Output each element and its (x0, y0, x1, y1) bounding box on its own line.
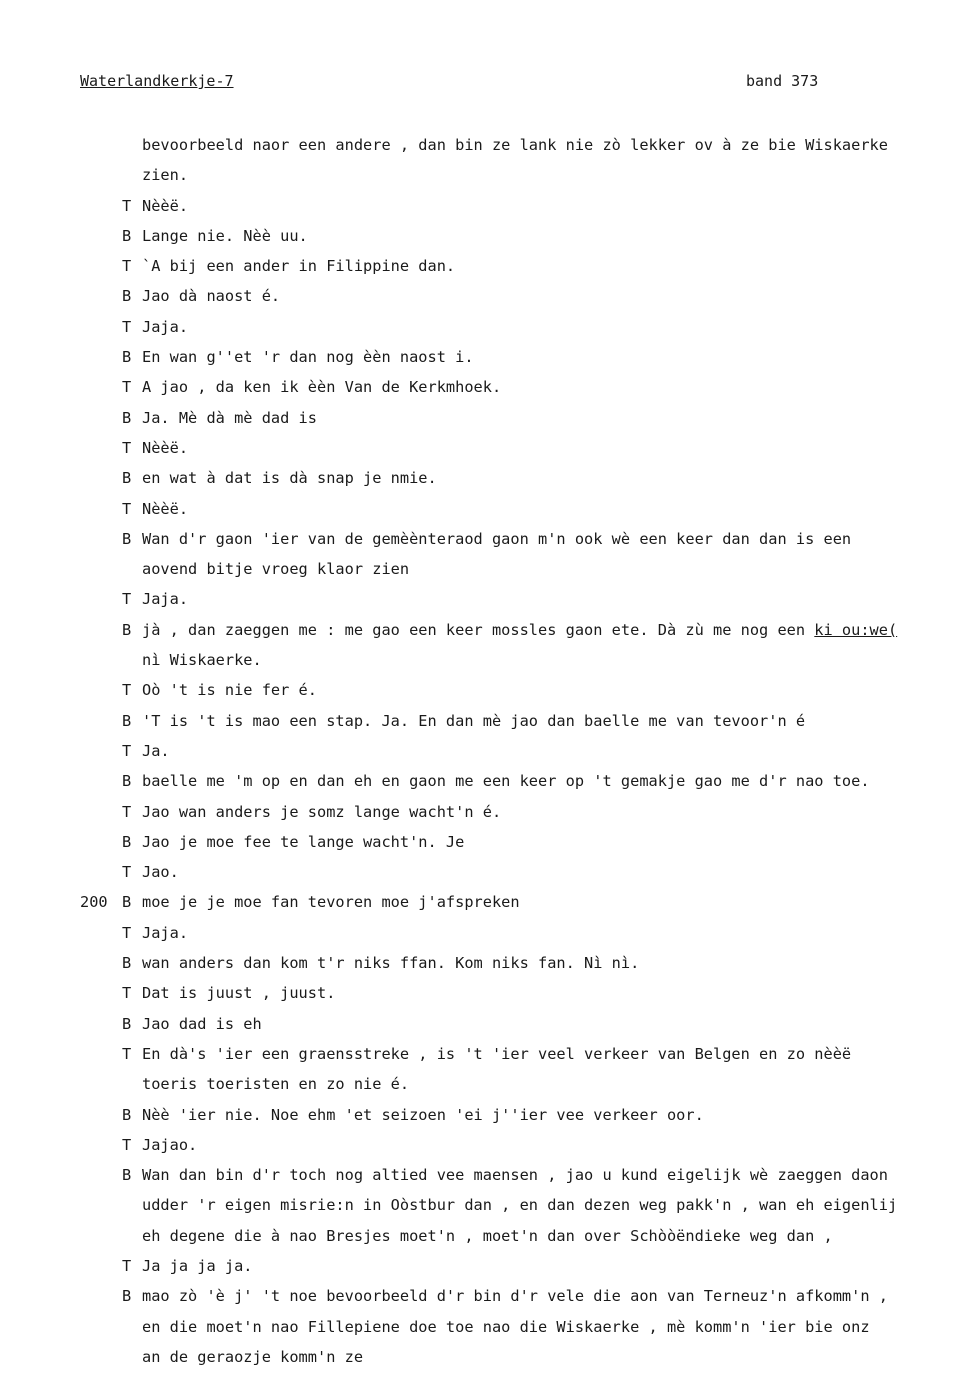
utterance-main: Lange nie. Nèè uu. (142, 226, 308, 245)
transcript-line (80, 1221, 964, 1251)
utterance-main: en die moet'n nao Fillepiene doe toe nao die Wiskaerke , mè komm'n 'ier bie onz (142, 1317, 870, 1336)
utterance-main: 'T is 't is mao een stap. Ja. En dan mè jao dan baelle me van tevoor'n é (142, 711, 806, 730)
utterance-text (142, 1160, 888, 1190)
speaker-label: T (122, 378, 132, 397)
speaker-label: T (122, 984, 132, 1003)
utterance-main: an de geraozje komm'n ze (142, 1347, 364, 1366)
utterance-text (142, 645, 262, 675)
utterance-main: Nèè 'ier nie. Noe ehm 'et seizoen 'ei j''ier vee verkeer oor. (142, 1105, 704, 1124)
transcript-line (80, 130, 964, 160)
transcript-line (80, 1190, 964, 1220)
utterance-text (142, 887, 520, 917)
utterance-text (142, 1221, 833, 1251)
transcript-line (80, 463, 964, 493)
speaker-label: T (122, 499, 132, 518)
speaker-label: B (122, 1287, 132, 1306)
line-number: 200 (80, 893, 108, 912)
transcript-line (80, 1009, 964, 1039)
utterance-text (142, 827, 464, 857)
transcript-line (80, 978, 964, 1008)
speaker-label: B (122, 772, 132, 791)
speaker-label: B (122, 620, 132, 639)
utterance-text (142, 1251, 253, 1281)
transcript-line (80, 948, 964, 978)
transcript-body (80, 130, 964, 1372)
utterance-text (142, 675, 317, 705)
utterance-main: wan anders dan kom t'r niks ffan. Kom niks fan. Nì nì. (142, 954, 640, 973)
transcript-line (80, 251, 964, 281)
utterance-main: Jajao. (142, 1135, 198, 1154)
document-title: Waterlandkerkje-7 (80, 72, 234, 90)
utterance-main: Dat is juust , juust. (142, 984, 336, 1003)
speaker-label: B (122, 954, 132, 973)
transcript-line (80, 1160, 964, 1190)
utterance-text (142, 766, 870, 796)
transcript-line (80, 1251, 964, 1281)
utterance-text (142, 494, 188, 524)
transcript-line (80, 554, 964, 584)
utterance-text (142, 191, 188, 221)
utterance-text (142, 978, 335, 1008)
utterance-text (142, 1130, 197, 1160)
utterance-main: Jao je moe fee te lange wacht'n. Je (142, 832, 465, 851)
speaker-label: B (122, 832, 132, 851)
utterance-text (142, 342, 474, 372)
speaker-label: T (122, 1256, 132, 1275)
utterance-main: Oò 't is nie fer é. (142, 681, 317, 700)
utterance-text (142, 736, 170, 766)
speaker-label: T (122, 196, 132, 215)
transcript-line (80, 1342, 964, 1372)
transcript-line (80, 706, 964, 736)
speaker-label: B (122, 469, 132, 488)
transcript-line (80, 1130, 964, 1160)
utterance-text (142, 433, 188, 463)
transcript-line (80, 524, 964, 554)
utterance-main: zien. (142, 166, 189, 185)
utterance-text (142, 160, 188, 190)
speaker-label: T (122, 317, 132, 336)
transcript-line (80, 887, 964, 917)
transcript-line (80, 403, 964, 433)
transcript-line (80, 221, 964, 251)
speaker-label: T (122, 438, 132, 457)
transcript-line (80, 615, 964, 645)
speaker-label: T (122, 923, 132, 942)
utterance-main: Nèèë. (142, 499, 189, 518)
utterance-text (142, 615, 897, 645)
speaker-label: B (122, 1105, 132, 1124)
utterance-text (142, 1009, 262, 1039)
transcript-line (80, 160, 964, 190)
speaker-label: B (122, 1166, 132, 1185)
utterance-text (142, 130, 888, 160)
speaker-label: B (122, 408, 132, 427)
utterance-text (142, 1100, 704, 1130)
transcript-line (80, 584, 964, 614)
utterance-text (142, 948, 639, 978)
underlined-annotation: ki ou:we( (814, 620, 898, 639)
transcript-line (80, 494, 964, 524)
utterance-text (142, 463, 437, 493)
transcript-line (80, 645, 964, 675)
utterance-main: toeris toeristen en zo nie é. (142, 1075, 410, 1094)
utterance-main: Jao dà naost é. (142, 287, 281, 306)
utterance-main: Wan dan bin d'r toch nog altied vee maensen , jao u kund eigelijk wè zaeggen daon (142, 1166, 888, 1185)
transcript-line (80, 766, 964, 796)
transcript-line (80, 827, 964, 857)
utterance-text (142, 251, 455, 281)
utterance-text (142, 857, 179, 887)
transcript-line (80, 857, 964, 887)
speaker-label: T (122, 590, 132, 609)
utterance-text (142, 1312, 870, 1342)
utterance-text (142, 706, 805, 736)
utterance-text (142, 797, 501, 827)
utterance-main: Ja. Mè dà mè dad is (142, 408, 317, 427)
transcript-line (80, 1281, 964, 1311)
speaker-label: B (122, 287, 132, 306)
utterance-main: En wan g''et 'r dan nog èèn naost i. (142, 348, 474, 367)
transcript-line (80, 675, 964, 705)
utterance-text (142, 1190, 897, 1220)
utterance-text (142, 918, 188, 948)
utterance-main: udder 'r eigen misrie:n in Oòstbur dan , en dan dezen weg pakk'n , wan eh eigenlij (142, 1196, 898, 1215)
utterance-main: mao zò 'è j' 't noe bevoorbeeld d'r bin d'r vele die aon van Terneuz'n afkomm'n , (142, 1287, 888, 1306)
utterance-main: aovend bitje vroeg klaor zien (142, 560, 410, 579)
utterance-text (142, 524, 851, 554)
utterance-main: Nèèë. (142, 196, 189, 215)
utterance-main: nì Wiskaerke. (142, 651, 262, 670)
utterance-main: Jaja. (142, 923, 189, 942)
utterance-main: Jaja. (142, 590, 189, 609)
speaker-label: B (122, 1014, 132, 1033)
transcript-line (80, 1100, 964, 1130)
utterance-main: Jao dad is eh (142, 1014, 262, 1033)
utterance-main: en wat à dat is dà snap je nmie. (142, 469, 437, 488)
utterance-main: bevoorbeeld naor een andere , dan bin ze lank nie zò lekker ov à ze bie Wiskaerke (142, 136, 888, 154)
utterance-main: Nèèë. (142, 438, 189, 457)
speaker-label: T (122, 1135, 132, 1154)
speaker-label: T (122, 257, 132, 276)
utterance-main: baelle me 'm op en dan eh en gaon me een keer op 't gemakje gao me d'r nao toe. (142, 772, 870, 791)
transcript-line (80, 918, 964, 948)
utterance-text (142, 1281, 888, 1311)
transcript-line (80, 342, 964, 372)
utterance-main: Jaja. (142, 317, 189, 336)
speaker-label: T (122, 741, 132, 760)
utterance-main: `A bij een ander in Filippine dan. (142, 257, 456, 276)
speaker-label: B (122, 893, 132, 912)
utterance-main: Wan d'r gaon 'ier van de gemèènteraod gaon m'n ook wè een keer dan dan is een (142, 529, 852, 548)
utterance-text (142, 554, 409, 584)
transcript-line (80, 433, 964, 463)
utterance-main: eh degene die à nao Bresjes moet'n , moet'n dan over Schòòëndieke weg dan , (142, 1226, 833, 1245)
utterance-main: Jao wan anders je somz lange wacht'n é. (142, 802, 502, 821)
transcript-line (80, 1039, 964, 1069)
transcript-line (80, 1069, 964, 1099)
transcript-line (80, 312, 964, 342)
transcript-line (80, 1312, 964, 1342)
utterance-text (142, 281, 280, 311)
utterance-text (142, 221, 308, 251)
utterance-main: Ja. (142, 741, 170, 760)
speaker-label: T (122, 1044, 132, 1063)
speaker-label: B (122, 711, 132, 730)
utterance-main: Ja ja ja ja. (142, 1256, 253, 1275)
speaker-label: T (122, 681, 132, 700)
transcript-line (80, 281, 964, 311)
utterance-main: En dà's 'ier een graensstreke , is 't 'ier veel verkeer van Belgen en zo nèèë (142, 1044, 852, 1063)
utterance-main: moe je je moe fan tevoren moe j'afspreken (142, 893, 520, 912)
transcript-line (80, 191, 964, 221)
speaker-label: T (122, 802, 132, 821)
transcript-line (80, 736, 964, 766)
utterance-text (142, 372, 501, 402)
utterance-text (142, 584, 188, 614)
utterance-text (142, 403, 317, 433)
utterance-text (142, 1039, 851, 1069)
utterance-text (142, 1342, 363, 1372)
transcript-line (80, 797, 964, 827)
utterance-text (142, 1069, 409, 1099)
transcript-line (80, 372, 964, 402)
speaker-label: B (122, 226, 132, 245)
utterance-text (142, 312, 188, 342)
band-number: band 373 (746, 72, 819, 90)
utterance-main: A jao , da ken ik èèn Van de Kerkmhoek. (142, 378, 502, 397)
speaker-label: T (122, 863, 132, 882)
speaker-label: B (122, 529, 132, 548)
utterance-main: jà , dan zaeggen me : me gao een keer mossles gaon ete. Dà zù me nog een (142, 620, 815, 639)
speaker-label: B (122, 348, 132, 367)
utterance-main: Jao. (142, 863, 179, 882)
